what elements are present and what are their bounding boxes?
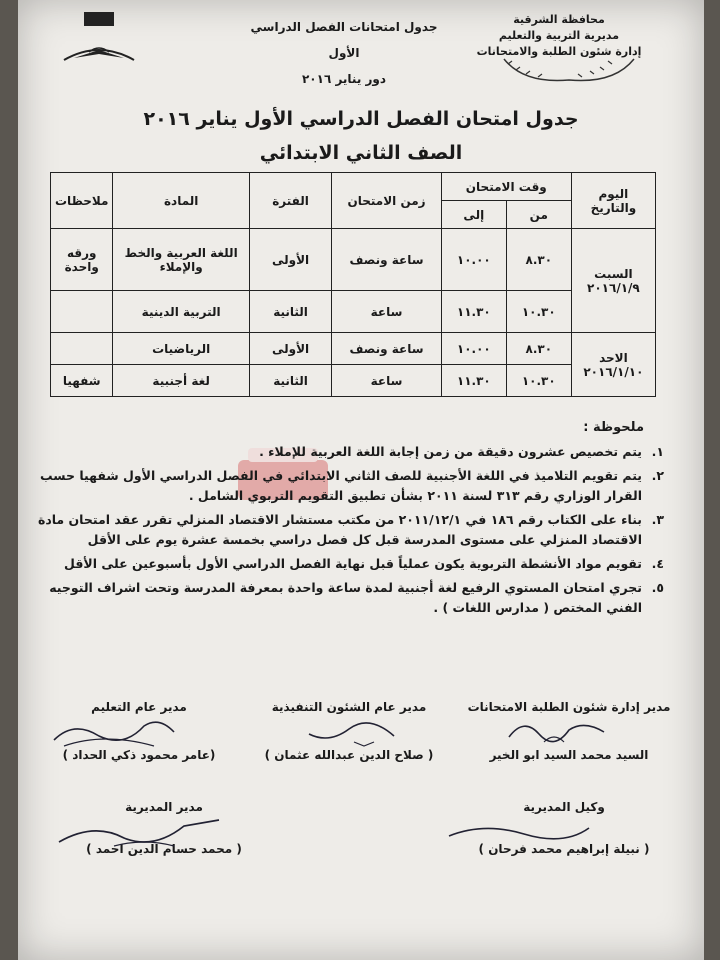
document-header bbox=[18, 6, 704, 96]
to-cell: ١٠.٠٠ bbox=[441, 333, 506, 365]
day-date: ٢٠١٦/١/١٠ bbox=[583, 364, 644, 379]
header-title: جدول امتحانات الفصل الدراسي الأول bbox=[250, 20, 438, 60]
note-number: ٥. bbox=[651, 580, 664, 595]
subject-cell: لغة أجنبية bbox=[113, 365, 249, 397]
duration-cell: ساعة bbox=[332, 291, 442, 333]
subject-cell: الرياضيات bbox=[113, 333, 249, 365]
duration-cell: ساعة ونصف bbox=[332, 333, 442, 365]
to-cell: ١١.٣٠ bbox=[441, 365, 506, 397]
table-row bbox=[51, 291, 656, 333]
list-item bbox=[34, 554, 664, 574]
notes-title: ملحوظة : bbox=[583, 420, 644, 435]
document-page bbox=[18, 0, 704, 960]
signature-name: (عامر محمود ذكي الحداد ) bbox=[62, 748, 216, 762]
note-text: يتم تخصيص عشرون دقيقة من زمن إجابة اللغة العربية للإملاء . bbox=[259, 444, 642, 459]
header-title-block bbox=[244, 14, 444, 92]
period-cell: الأولى bbox=[249, 229, 331, 291]
issuer-block bbox=[464, 12, 654, 60]
notes-cell bbox=[51, 333, 113, 365]
note-number: ١. bbox=[651, 444, 664, 459]
signature-name: ( صلاح الدين عبدالله عثمان ) bbox=[264, 748, 434, 762]
note-number: ٤. bbox=[651, 556, 664, 571]
list-item bbox=[34, 466, 664, 506]
eagle-emblem-icon bbox=[54, 10, 144, 80]
from-cell: ٨.٣٠ bbox=[506, 333, 571, 365]
handwritten-signature-icon bbox=[504, 712, 614, 748]
signature-name: السيد محمد السيد ابو الخير bbox=[489, 748, 649, 762]
from-cell: ١٠.٣٠ bbox=[506, 291, 571, 333]
wreath-icon bbox=[494, 54, 644, 84]
header-subtitle: دور يناير ٢٠١٦ bbox=[301, 72, 387, 86]
duration-cell: ساعة ونصف bbox=[332, 229, 442, 291]
table-row bbox=[51, 333, 656, 365]
duration-header: زمن الامتحان bbox=[332, 173, 442, 229]
note-number: ٢. bbox=[651, 468, 664, 483]
day-header: اليوم والتاريخ bbox=[571, 173, 655, 229]
from-cell: ١٠.٣٠ bbox=[506, 365, 571, 397]
day-cell bbox=[571, 229, 655, 333]
duration-cell: ساعة bbox=[332, 365, 442, 397]
signature-title: مدير عام التعليم bbox=[91, 700, 187, 714]
note-text: تقويم مواد الأنشطة التربوية يكون عملياً قبل نهاية الفصل الدراسي الأول بأسبوعين على الأقل bbox=[64, 556, 642, 571]
day-cell bbox=[571, 333, 655, 397]
notes-header: ملاحظات bbox=[51, 173, 113, 229]
signature-title: وكيل المديرية bbox=[523, 800, 605, 814]
table-row bbox=[51, 365, 656, 397]
table-row bbox=[51, 229, 656, 291]
main-title bbox=[18, 102, 704, 170]
day-date: ٢٠١٦/١/٩ bbox=[587, 280, 640, 295]
note-text: تجري امتحان المستوي الرفيع لغة أجنبية لمدة ساعة واحدة بمعرفة المدرسة وتحت اشراف التوجيه الفني المختص ( مدارس اللغات ) . bbox=[49, 580, 642, 615]
exam-time-header: وقت الامتحان bbox=[441, 173, 571, 201]
subject-header: المادة bbox=[113, 173, 249, 229]
list-item bbox=[34, 442, 664, 462]
day-name: الاحد bbox=[599, 350, 628, 365]
exam-schedule-table bbox=[50, 172, 656, 397]
grade-title: الصف الثاني الابتدائي bbox=[259, 142, 463, 164]
notes-cell bbox=[51, 291, 113, 333]
handwritten-signature-icon bbox=[44, 712, 184, 752]
period-cell: الأولى bbox=[249, 333, 331, 365]
table-header-row bbox=[51, 173, 656, 201]
day-name: السبت bbox=[594, 266, 633, 281]
issuer-line: مديرية التربية والتعليم bbox=[498, 29, 620, 42]
from-cell: ٨.٣٠ bbox=[506, 229, 571, 291]
exam-title: جدول امتحان الفصل الدراسي الأول يناير ٢٠١٦ bbox=[143, 108, 579, 130]
signature-title: مدير إدارة شئون الطلبة الامتحانات bbox=[467, 700, 671, 714]
signature-name: ( نبيلة إبراهيم محمد فرحان ) bbox=[478, 842, 650, 856]
signature-title: مدير عام الشئون التنفيذية bbox=[271, 700, 427, 714]
period-cell: الثانية bbox=[249, 365, 331, 397]
note-number: ٣. bbox=[651, 512, 664, 527]
handwritten-signature-icon bbox=[54, 812, 224, 852]
signature-name: ( محمد حسام الدين احمد ) bbox=[86, 842, 242, 856]
period-cell: الثانية bbox=[249, 291, 331, 333]
handwritten-signature-icon bbox=[304, 714, 404, 750]
from-header: من bbox=[506, 201, 571, 229]
signature-title: مدير المديرية bbox=[125, 800, 203, 814]
note-text: بناء على الكتاب رقم ١٨٦ في ٢٠١١/١٢/١ من مكتب مستشار الاقتصاد المنزلي تقرر عقد امتحان مادة الاقتصاد المنزلي على مستوى المدرسة قبل كل فصل دراسي بخمسة عشرة يوم على الأقل bbox=[37, 512, 642, 547]
handwritten-signature-icon bbox=[444, 816, 594, 846]
issuer-line: إدارة شئون الطلبة والامتحانات bbox=[476, 45, 642, 58]
notes-cell: ورقه واحدة bbox=[51, 229, 113, 291]
notes-cell: شفهيا bbox=[51, 365, 113, 397]
to-cell: ١٠.٠٠ bbox=[441, 229, 506, 291]
subject-cell: التربية الدينية bbox=[113, 291, 249, 333]
to-header: إلى bbox=[441, 201, 506, 229]
note-text: يتم تقويم التلاميذ في اللغة الأجنبية للصف الثاني الابتدائي في الفصل الدراسي الأول شفهيا حسب القرار الوزاري رقم ٣١٣ لسنة ٢٠١١ بشأن تطبيق التقويم التربوي الشامل . bbox=[40, 468, 642, 503]
to-cell: ١١.٣٠ bbox=[441, 291, 506, 333]
period-header: الفترة bbox=[249, 173, 331, 229]
issuer-line: محافظة الشرقية bbox=[513, 13, 605, 26]
subject-cell: اللغة العربية والخط والإملاء bbox=[113, 229, 249, 291]
list-item bbox=[34, 510, 664, 550]
list-item bbox=[34, 578, 664, 618]
notes-list bbox=[34, 442, 664, 622]
